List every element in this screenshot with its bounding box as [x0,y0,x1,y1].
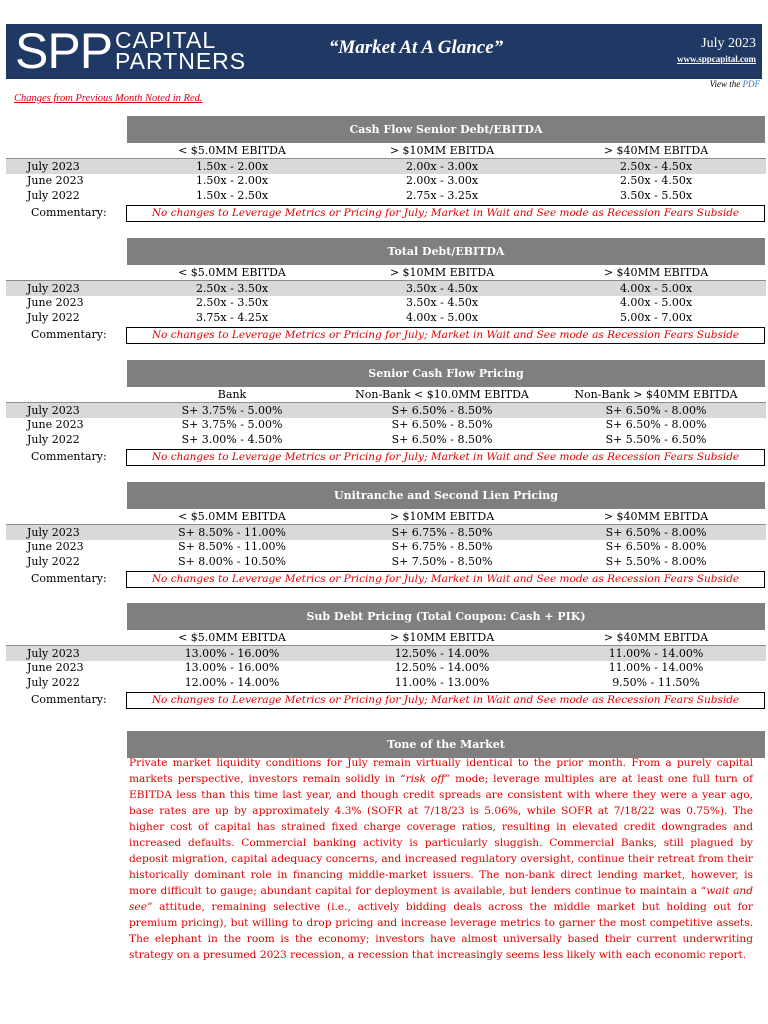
row-label: July 2023 [27,526,80,539]
pdf-link[interactable]: PDF [742,79,760,89]
table-cell: S+ 6.50% - 8.50% [391,433,493,446]
table-cell: 11.00% - 14.00% [608,661,704,674]
tone-text-part-1: Private market liquidity conditions for July remain virtually identical to the prior month. From a purely capital markets perspective, investors remain solidly in [129,757,753,785]
table-cell: 4.00x - 5.00x [619,296,693,309]
table-row [6,173,766,188]
table-cell: 13.00% - 16.00% [184,661,280,674]
table-cell: S+ 3.00% - 4.50% [181,433,283,446]
table-row [6,280,766,296]
table-cell: 3.50x - 4.50x [405,296,479,309]
table-row [6,675,766,690]
commentary-label: Commentary: [31,328,107,341]
commentary-box: No changes to Leverage Metrics or Pricing for July; Market in Wait and See mode as Recession Fears Subside [126,571,765,588]
table-cell: S+ 5.50% - 6.50% [605,433,707,446]
table-row [6,660,766,675]
view-pdf [710,79,760,89]
table-cell: S+ 6.50% - 8.00% [605,404,707,417]
table-cell: 2.50x - 3.50x [195,296,269,309]
row-label: July 2022 [27,433,80,446]
table-cell: S+ 6.50% - 8.00% [605,540,707,553]
table-cell: 3.75x - 4.25x [195,311,269,324]
column-header: < $5.0MM EBITDA [178,144,286,157]
row-label: June 2023 [27,174,84,187]
table-cell: S+ 7.50% - 8.50% [391,555,493,568]
column-header: > $40MM EBITDA [603,144,709,157]
website-link[interactable]: www.sppcapital.com [676,54,756,64]
table-row [6,402,766,418]
table-row [6,524,766,540]
table-cell: 2.50x - 4.50x [619,174,693,187]
table-row [6,432,766,447]
commentary-box: No changes to Leverage Metrics or Pricing for July; Market in Wait and See mode as Recession Fears Subside [126,205,765,222]
column-header: > $40MM EBITDA [603,266,709,279]
table-row [6,188,766,203]
table-cell: 4.00x - 5.00x [619,282,693,295]
commentary-label: Commentary: [31,572,107,585]
table-cell: 2.75x - 3.25x [405,189,479,202]
table-row [6,310,766,325]
table-cell: S+ 5.50% - 8.00% [605,555,707,568]
table-cell: 2.50x - 4.50x [619,160,693,173]
table-cell: S+ 6.75% - 8.50% [391,526,493,539]
table-cell: S+ 3.75% - 5.00% [181,404,283,417]
column-header: > $40MM EBITDA [603,631,709,644]
column-header: > $10MM EBITDA [389,631,495,644]
table-row [6,645,766,661]
column-header: < $5.0MM EBITDA [178,631,286,644]
table-cell: S+ 8.50% - 11.00% [178,540,286,553]
commentary-box: No changes to Leverage Metrics or Pricing for July; Market in Wait and See mode as Recession Fears Subside [126,449,765,466]
table-cell: S+ 6.50% - 8.00% [605,526,707,539]
logo-capital-partners [115,27,247,74]
row-label: July 2022 [27,189,80,202]
row-label: July 2023 [27,282,80,295]
row-label: July 2022 [27,555,80,568]
table-cell: 9.50% - 11.50% [612,676,700,689]
section-title: Senior Cash Flow Pricing [127,360,765,387]
row-label: June 2023 [27,540,84,553]
commentary-box: No changes to Leverage Metrics or Pricing for July; Market in Wait and See mode as Recession Fears Subside [126,327,765,344]
table-cell: 5.00x - 7.00x [619,311,693,324]
table-cell: 3.50x - 5.50x [619,189,693,202]
table-row [6,295,766,310]
column-header: > $10MM EBITDA [389,510,495,523]
row-label: June 2023 [27,296,84,309]
changes-note: Changes from Previous Month Noted in Red. [14,93,203,104]
table-cell: 3.50x - 4.50x [405,282,479,295]
table-cell: S+ 6.50% - 8.50% [391,418,493,431]
row-label: July 2023 [27,647,80,660]
tone-risk-off: “risk off” [400,773,451,785]
tone-text-part-3: attitude, remaining selective (i.e., actively bidding deals across the middle market but holding out for premium pricing), but willing to drop pricing and increase leverage metrics to garner the most competitive assets. The elephant in the room is the economy; investors have almost universally based their current underwriting strategy on a presumed 2023 recession, a recession that increasingly seems less likely with each economic report. [129,901,753,961]
report-title: “Market At A Glance” [328,37,504,58]
table-cell: S+ 6.50% - 8.50% [391,404,493,417]
commentary-label: Commentary: [31,693,107,706]
table-cell: 1.50x - 2.00x [195,174,269,187]
column-header: Non-Bank < $10.0MM EBITDA [355,388,529,401]
table-cell: 2.00x - 3.00x [405,174,479,187]
table-cell: 2.50x - 3.50x [195,282,269,295]
logo-line-capital: CAPITAL [115,27,217,53]
table-cell: 13.00% - 16.00% [184,647,280,660]
commentary-box: No changes to Leverage Metrics or Pricing for July; Market in Wait and See mode as Recession Fears Subside [126,692,765,709]
tone-title: Tone of the Market [127,731,765,758]
section-title: Unitranche and Second Lien Pricing [127,482,765,509]
table-cell: S+ 3.75% - 5.00% [181,418,283,431]
table-cell: 11.00% - 13.00% [394,676,490,689]
table-cell: 2.00x - 3.00x [405,160,479,173]
logo-line-partners: PARTNERS [115,48,247,74]
table-cell: 4.00x - 5.00x [405,311,479,324]
column-header: > $10MM EBITDA [389,266,495,279]
column-header: Non-Bank > $40MM EBITDA [574,388,738,401]
logo-spp: SPP [15,23,113,79]
section-title: Cash Flow Senior Debt/EBITDA [127,116,765,143]
table-cell: S+ 6.75% - 8.50% [391,540,493,553]
table-row [6,158,766,174]
commentary-label: Commentary: [31,206,107,219]
column-header: < $5.0MM EBITDA [178,266,286,279]
commentary-label: Commentary: [31,450,107,463]
report-date: July 2023 [701,36,756,51]
table-row [6,417,766,432]
section-title: Total Debt/EBITDA [127,238,765,265]
view-pdf-prefix: View the [709,79,741,89]
row-label: June 2023 [27,661,84,674]
column-header: > $40MM EBITDA [603,510,709,523]
row-label: July 2023 [27,404,80,417]
column-header: < $5.0MM EBITDA [178,510,286,523]
row-label: July 2023 [27,160,80,173]
row-label: June 2023 [27,418,84,431]
table-cell: 1.50x - 2.50x [195,189,269,202]
table-cell: 12.50% - 14.00% [394,647,490,660]
tone-wait-see: “wait and see” [129,885,753,913]
table-cell: 1.50x - 2.00x [195,160,269,173]
row-label: July 2022 [27,676,80,689]
row-label: July 2022 [27,311,80,324]
table-row [6,554,766,569]
section-title: Sub Debt Pricing (Total Coupon: Cash + PIK) [127,603,765,630]
table-cell: 12.50% - 14.00% [394,661,490,674]
table-cell: S+ 6.50% - 8.00% [605,418,707,431]
column-header: Bank [217,388,247,401]
tone-text-part-2: mode; leverage multiples are at least one full turn of EBITDA less than this time last year, and though credit spreads are consistent with where they were a year ago, base rates are up by approximately 4.3% (SOFR at 7/18/23 is 5.06%, while SOFR at 7/18/22 was 0.75%). The higher cost of capital has strained fixed charge coverage ratios, resulting in elevated credit downgrades and increased defaults. Commercial banking activity is particularly sluggish. Commercial Banks, still plagued by deposit migration, capital adequacy concerns, and increased regulatory oversight, continue their retreat from their historically dominant role in financing middle-market issuers. The non-bank direct lending market, however, is more difficult to gauge; abundant capital for deployment is available, but lenders continue to maintain a [129,773,754,897]
tone-text [129,755,753,963]
column-header: > $10MM EBITDA [389,144,495,157]
table-cell: 12.00% - 14.00% [184,676,280,689]
table-row [6,539,766,554]
table-cell: S+ 8.50% - 11.00% [178,526,286,539]
table-cell: S+ 8.00% - 10.50% [178,555,286,568]
header-banner [6,24,762,79]
table-cell: 11.00% - 14.00% [608,647,704,660]
